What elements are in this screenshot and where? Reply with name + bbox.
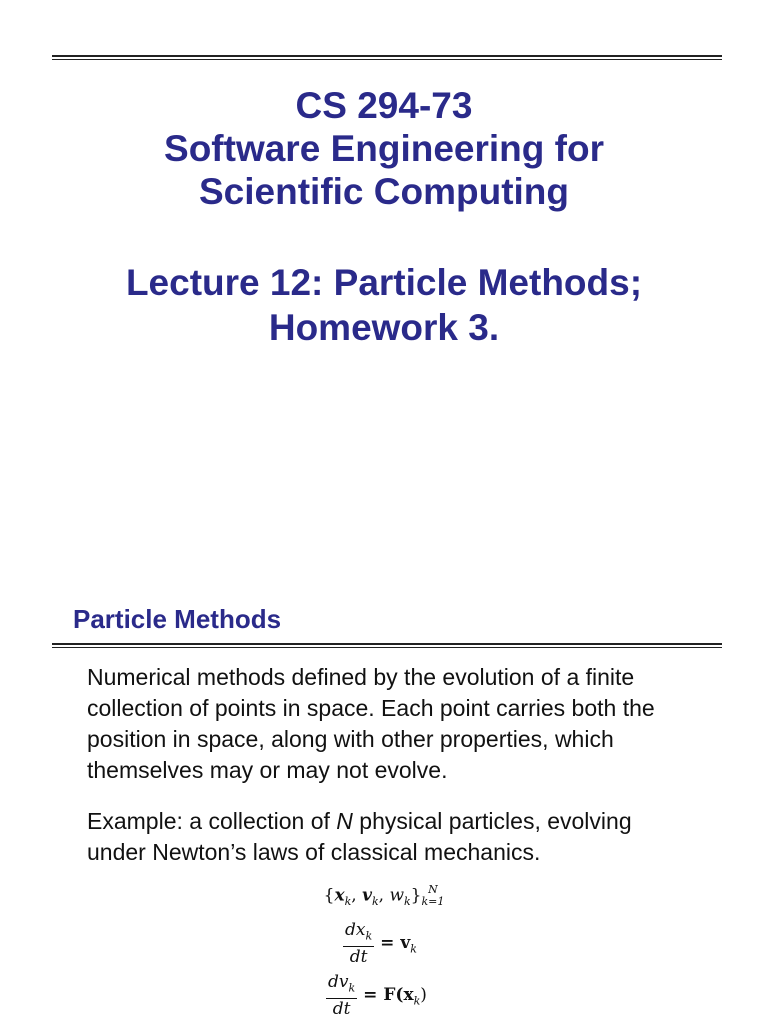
index: k — [371, 894, 379, 908]
rhs-text: = F(x — [363, 984, 414, 1005]
rhs — [380, 933, 417, 955]
denominator: dt — [349, 947, 368, 968]
example-post: physical particles, evolving — [352, 808, 632, 834]
velocity-symbol: v — [362, 885, 372, 906]
denominator: dt — [332, 999, 351, 1020]
example-paragraph — [87, 806, 737, 868]
index: k — [404, 894, 411, 908]
position-ode — [343, 920, 417, 967]
lecture-line: Lecture 12: Particle Methods; — [125, 262, 643, 303]
paragraph-line: position in space, along with other properties, which — [87, 726, 614, 752]
lower-bound: k=1 — [421, 895, 445, 908]
paragraph-line: themselves may or may not evolve. — [87, 757, 448, 783]
paragraph-line — [87, 806, 737, 837]
numerator — [343, 920, 374, 947]
num-text: dx — [345, 920, 366, 940]
velocity-ode — [326, 972, 427, 1019]
position-symbol: x — [334, 885, 345, 906]
rhs-text: = v — [380, 932, 411, 953]
rhs — [363, 985, 427, 1007]
definition-paragraph — [87, 662, 737, 786]
lecture-line: Homework 3. — [268, 307, 500, 348]
paragraph-line: under Newton’s laws of classical mechanics. — [87, 839, 541, 865]
course-title — [0, 84, 768, 213]
paragraph-line: Numerical methods defined by the evolution of a finite — [87, 664, 635, 690]
num-text: dv — [328, 972, 349, 992]
course-line: Scientific Computing — [199, 171, 569, 212]
fraction — [326, 972, 357, 1019]
example-pre: Example: a collection of — [87, 808, 337, 834]
lecture-title — [0, 260, 768, 350]
index: k — [344, 894, 352, 908]
course-line: CS 294-73 — [295, 85, 473, 126]
paragraph-line: collection of points in space. Each point carries both the — [87, 695, 655, 721]
brace-open: { — [323, 885, 335, 906]
variable-n: N — [336, 808, 353, 834]
index: k — [348, 981, 356, 995]
index: k — [365, 929, 373, 943]
paren-close: ) — [420, 984, 427, 1005]
index: k — [410, 941, 417, 955]
brace-close: } — [410, 885, 422, 906]
fraction — [343, 920, 374, 967]
numerator — [326, 972, 357, 999]
top-rule — [52, 55, 722, 60]
upper-bound: N — [428, 883, 438, 896]
section-rule — [52, 643, 722, 648]
weight-symbol: w — [389, 885, 404, 906]
index: k — [413, 993, 421, 1007]
section-heading: Particle Methods — [73, 604, 282, 634]
particle-set-equation: {$x_k$, $v_k$, $w_k$} N k=1 — [323, 883, 445, 908]
course-line: Software Engineering for — [164, 128, 604, 169]
